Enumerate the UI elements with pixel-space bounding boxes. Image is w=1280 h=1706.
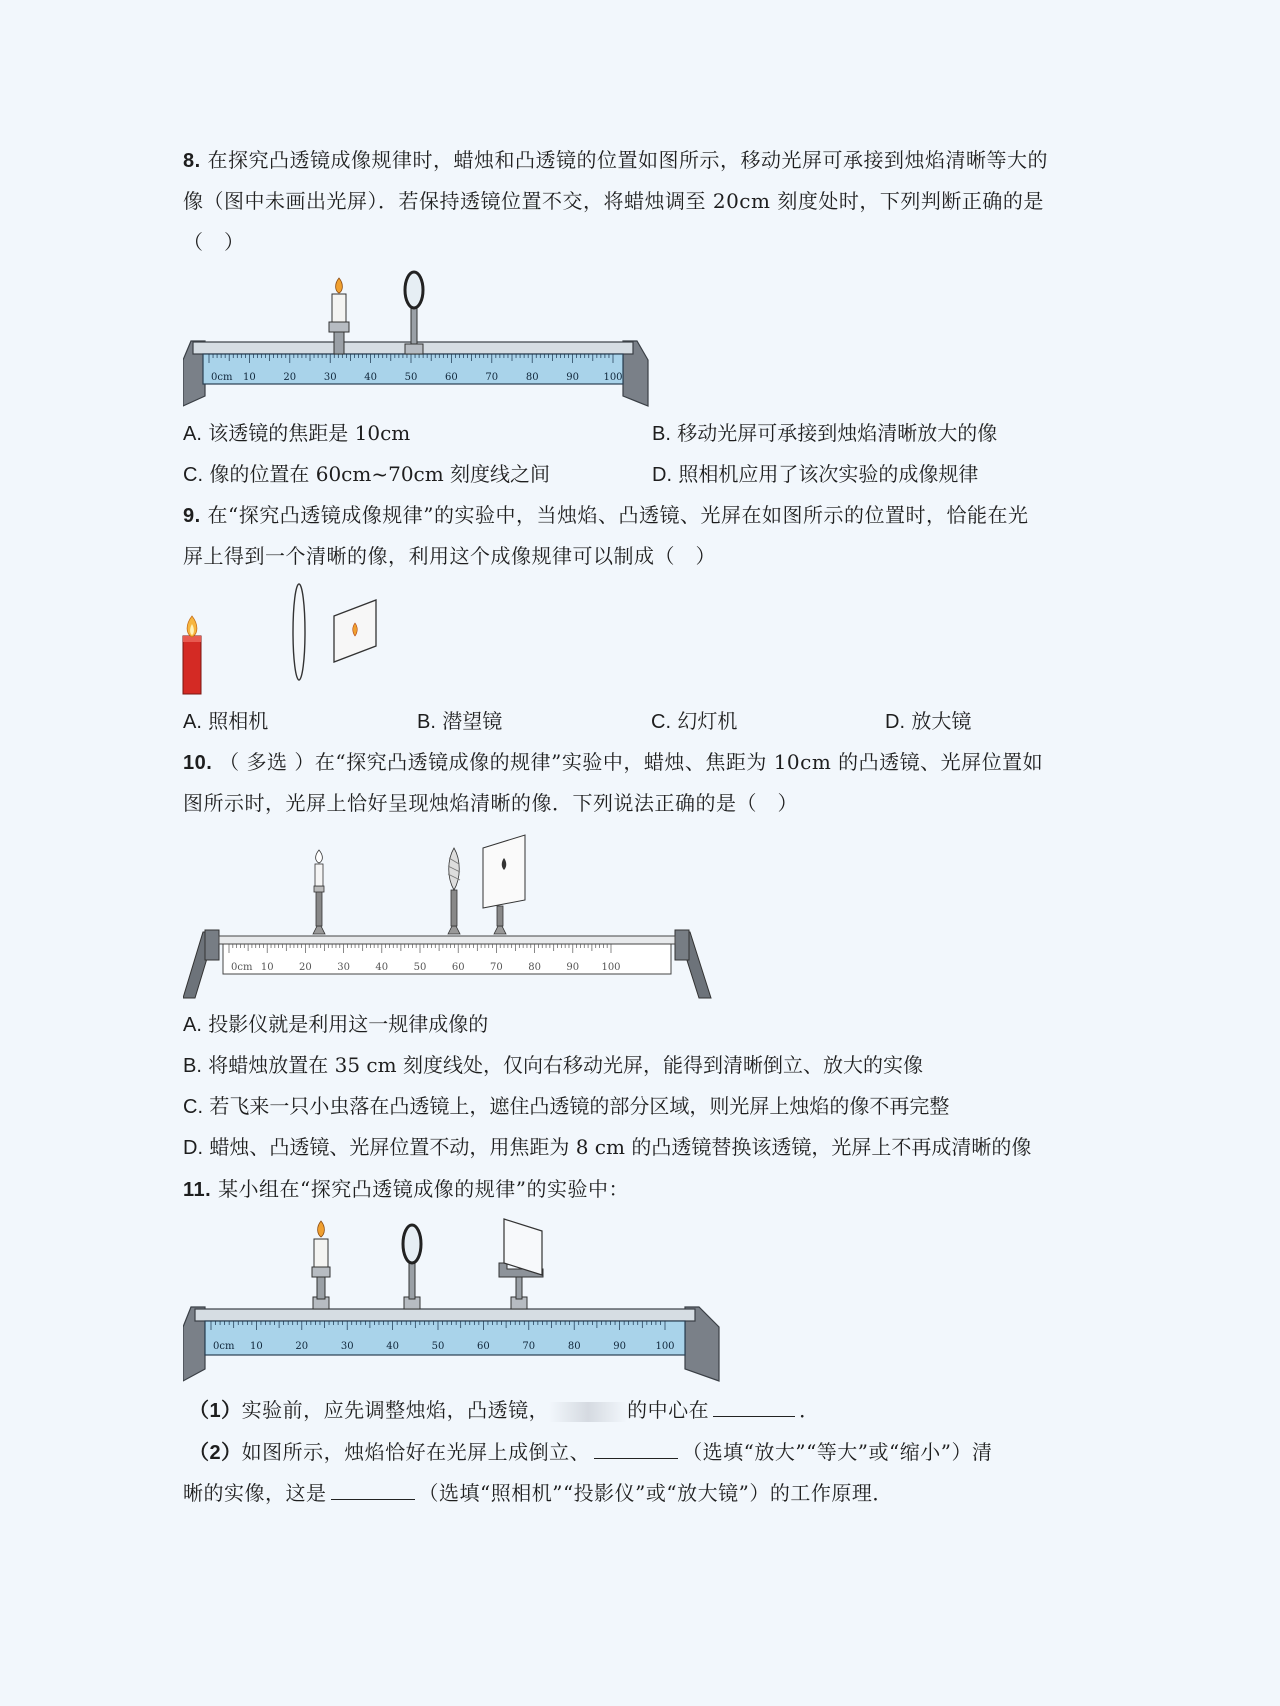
q10-option-d	[183, 1135, 1031, 1160]
q9-option-b-text: 潜望镜	[442, 709, 503, 733]
q10-ruler-label: 70	[490, 962, 503, 973]
q8-ruler-label: 30	[323, 372, 337, 383]
q8-ruler-label: 10	[243, 372, 256, 383]
q11-sub1-text-b: 的中心在	[627, 1398, 710, 1422]
q8-ruler-label: 0cm	[211, 372, 233, 383]
q9-stem-1: 在“探究凸透镜成像规律”的实验中，当烛焰、凸透镜、光屏在如图所示的位置时，恰能在光	[207, 503, 1029, 527]
q11-sub2-text-d: （选填“照相机”“投影仪”或“放大镜”）的工作原理．	[418, 1481, 893, 1505]
q9-option-d	[885, 709, 971, 734]
q10-ruler-label: 90	[566, 962, 580, 973]
q9-option-c-text: 幻灯机	[677, 709, 738, 733]
q11-sub1	[189, 1398, 820, 1423]
q8-ruler-label: 90	[566, 372, 579, 383]
q10-ruler-label: 0cm	[231, 962, 253, 973]
q9-option-d-letter: D.	[885, 711, 905, 733]
q9-line-1	[183, 503, 1029, 528]
q8-option-c	[183, 462, 550, 487]
q11-sub2-blank-2	[331, 1481, 415, 1500]
q10-option-a-text: 投影仪就是利用这一规律成像的	[208, 1012, 489, 1036]
q10-candle-flame-icon	[316, 850, 323, 863]
q8-option-b-text: 移动光屏可承接到烛焰清晰放大的像	[677, 421, 998, 445]
q11-ruler-label: 80	[567, 1341, 581, 1352]
q8-line-3: （ ）	[183, 230, 245, 254]
q11-screen-icon	[504, 1219, 542, 1275]
q8-option-d-letter: D.	[652, 464, 672, 486]
q9-option-a	[183, 709, 268, 734]
q9-option-d-text: 放大镜	[911, 709, 972, 733]
q10-line-1	[183, 750, 1043, 775]
q11-ruler-label: 10	[250, 1341, 263, 1352]
q11-line-1	[183, 1177, 629, 1202]
q10-ruler-label: 60	[451, 962, 465, 973]
q10-option-b-text: 将蜡烛放置在 35 cm 刻度线处，仅向右移动光屏，能得到清晰倒立、放大的实像	[208, 1053, 923, 1077]
q11-sub1-end: ．	[799, 1398, 820, 1422]
q10-number: 10.	[183, 752, 213, 774]
q8-ruler-label: 80	[525, 372, 539, 383]
q10-ruler-label: 100	[601, 962, 621, 973]
q8-option-b	[652, 421, 997, 446]
q10-option-b	[183, 1053, 923, 1078]
q9-convex-lens-icon	[293, 584, 305, 680]
q11-sub2-number: （2）	[189, 1442, 242, 1464]
q10-ruler-label: 50	[413, 962, 427, 973]
q11-ruler-label: 70	[522, 1341, 536, 1352]
q11-sub1-obscured-region	[549, 1402, 627, 1422]
q8-option-a-letter: A.	[183, 423, 202, 445]
q8-ruler-label: 20	[283, 372, 297, 383]
q9-option-c	[651, 709, 737, 734]
q10-ruler-label: 80	[528, 962, 541, 973]
q11-ruler-label: 90	[613, 1341, 626, 1352]
q8-optical-bench-figure	[183, 268, 653, 410]
q8-candle-flame-icon	[336, 278, 343, 293]
q8-ruler-label: 100	[603, 372, 623, 383]
q10-option-c	[183, 1094, 949, 1119]
q11-ruler-label: 100	[655, 1341, 675, 1352]
q11-ruler-label: 30	[340, 1341, 354, 1352]
q10-option-c-letter: C.	[183, 1096, 203, 1118]
q10-ruler-label: 40	[375, 962, 389, 973]
q10-optical-bench-figure	[183, 830, 713, 1000]
q11-stem-1: 某小组在“探究凸透镜成像的规律”的实验中：	[218, 1177, 630, 1201]
q8-ruler-label: 70	[485, 372, 499, 383]
q11-ruler-label: 0cm	[213, 1341, 235, 1352]
q10-option-d-text: 蜡烛、凸透镜、光屏位置不动，用焦距为 8 cm 的凸透镜替换该透镜，光屏上不再成清晰的像	[209, 1135, 1032, 1159]
q10-stem-1: （ 多选 ）在“探究凸透镜成像的规律”实验中，蜡烛、焦距为 10cm 的凸透镜、光屏位置如	[219, 750, 1044, 774]
q10-option-a-letter: A.	[183, 1014, 202, 1036]
q11-sub1-text-a: 实验前，应先调整烛焰，凸透镜，	[241, 1398, 550, 1422]
q8-option-c-letter: C.	[183, 464, 203, 486]
q8-option-d-text: 照相机应用了该次实验的成像规律	[678, 462, 979, 486]
q8-number: 8.	[183, 150, 201, 172]
q11-candle-flame-icon	[318, 1221, 325, 1237]
q11-sub2-line-2	[183, 1481, 893, 1505]
q9-option-c-letter: C.	[651, 711, 671, 733]
q10-screen-icon	[483, 835, 525, 908]
q9-option-b-letter: B.	[417, 711, 436, 733]
q8-option-a-text: 该透镜的焦距是 10cm	[208, 421, 411, 445]
q9-option-a-letter: A.	[183, 711, 202, 733]
q8-ruler-label: 50	[404, 372, 418, 383]
q11-ruler-label: 50	[431, 1341, 445, 1352]
q10-option-c-text: 若飞来一只小虫落在凸透镜上，遮住凸透镜的部分区域，则光屏上烛焰的像不再完整	[209, 1094, 950, 1118]
q10-option-d-letter: D.	[183, 1137, 203, 1159]
q8-ruler-label: 40	[364, 372, 377, 383]
q11-sub2-line-1	[189, 1440, 992, 1465]
q11-sub2-text-a: 如图所示，烛焰恰好在光屏上成倒立、	[241, 1440, 591, 1464]
q11-sub1-number: （1）	[189, 1400, 242, 1422]
q11-sub2-text-c: 晰的实像，这是	[183, 1481, 327, 1505]
q11-number: 11.	[183, 1179, 212, 1201]
q8-ruler-label: 60	[445, 372, 458, 383]
q8-stem-1: 在探究凸透镜成像规律时，蜡烛和凸透镜的位置如图所示，移动光屏可承接到烛焰清晰等大的	[207, 148, 1049, 172]
q8-option-d	[652, 462, 978, 487]
q10-line-2: 图所示时，光屏上恰好呈现烛焰清晰的像．下列说法正确的是（ ）	[183, 791, 798, 815]
q11-optical-bench-figure	[183, 1215, 723, 1387]
q9-option-b	[417, 709, 502, 734]
q11-sub2-text-b: （选填“放大”“等大”或“缩小”）清	[682, 1440, 993, 1464]
q11-sub2-blank-1	[594, 1440, 678, 1459]
q8-option-c-text: 像的位置在 60cm~70cm 刻度线之间	[209, 462, 551, 486]
q8-line-2: 像（图中未画出光屏）．若保持透镜位置不交，将蜡烛调至 20cm 刻度处时，下列判断正确的是	[183, 189, 1044, 213]
q9-number: 9.	[183, 505, 201, 527]
q11-ruler-label: 60	[477, 1341, 490, 1352]
q11-sub1-blank	[713, 1398, 795, 1417]
q8-option-a	[183, 421, 410, 446]
q9-line-2: 屏上得到一个清晰的像，利用这个成像规律可以制成（ ）	[183, 544, 716, 568]
q9-option-a-text: 照相机	[208, 709, 269, 733]
q8-convex-lens-icon	[405, 272, 423, 308]
q10-ruler-label: 30	[337, 962, 350, 973]
q8-option-b-letter: B.	[652, 423, 671, 445]
q10-option-a	[183, 1012, 488, 1037]
q9-candle-lens-screen-figure	[180, 580, 380, 700]
q10-ruler-label: 20	[299, 962, 312, 973]
q11-ruler-label: 20	[295, 1341, 309, 1352]
q11-ruler-label: 40	[386, 1341, 399, 1352]
q10-option-b-letter: B.	[183, 1055, 202, 1077]
q8-line-1	[183, 148, 1048, 173]
q10-ruler-label: 10	[260, 962, 274, 973]
q11-convex-lens-icon	[403, 1225, 421, 1263]
